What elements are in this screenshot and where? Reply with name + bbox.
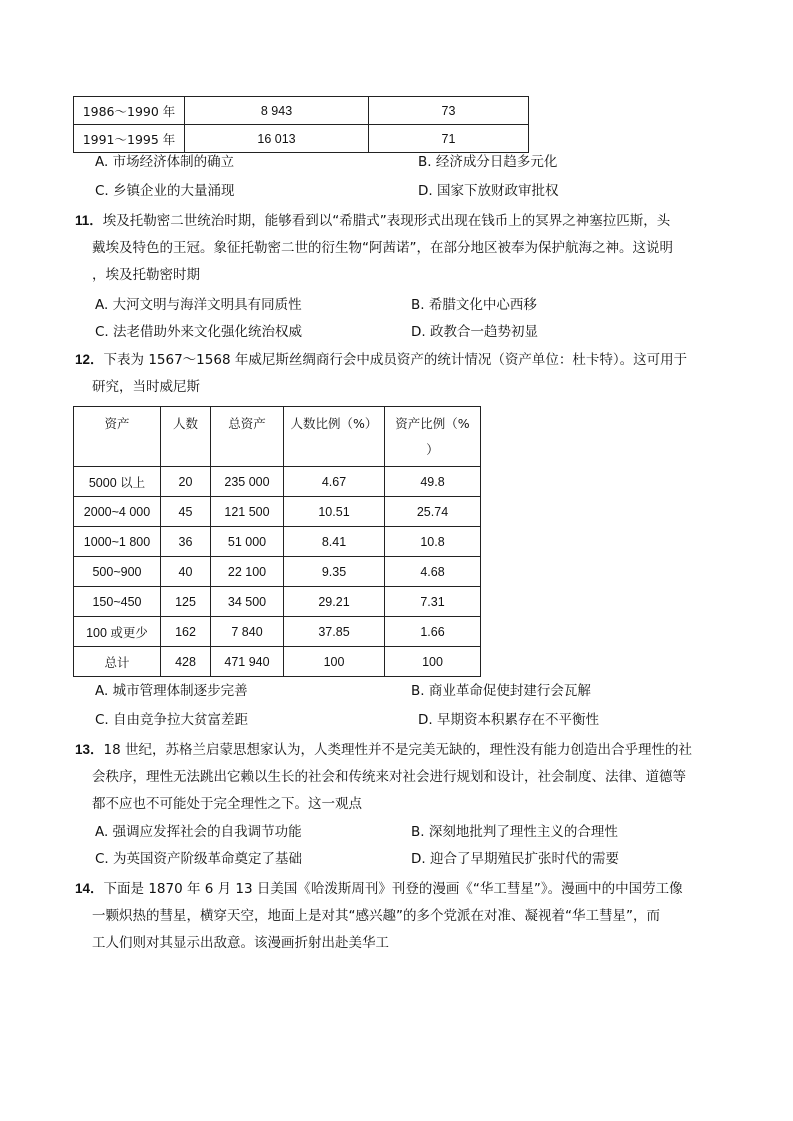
table-row	[74, 125, 529, 153]
table-row	[74, 97, 529, 125]
table-cell: 36	[161, 527, 211, 557]
table-row	[74, 647, 481, 677]
question-text: 一颗炽热的彗星，横穿天空，地面上是对其“感兴趣”的多个党派在对准、凝视着“华工彗星”，而	[92, 908, 660, 924]
table-row	[74, 587, 481, 617]
asset-statistics-table	[73, 406, 481, 677]
question-text: 研究，当时威尼斯	[92, 379, 200, 395]
option-c[interactable]: C. 自由竞争拉大贫富差距	[95, 712, 249, 728]
table-cell: 8 943	[185, 97, 369, 125]
question-12	[75, 350, 687, 370]
table-cell: 150~450	[74, 587, 161, 617]
table-cell: 100 或更少	[74, 617, 161, 647]
table-row	[74, 497, 481, 527]
table-cell: 20	[161, 467, 211, 497]
table-cell: 1986～1990 年	[74, 97, 185, 125]
option-d[interactable]: D. 政教合一趋势初显	[411, 324, 538, 340]
table-cell: 100	[284, 647, 385, 677]
question-text: 戴埃及特色的王冠。象征托勒密二世的衍生物“阿茜诺”，在部分地区被奉为保护航海之神。这说明	[92, 240, 673, 256]
table-row	[74, 467, 481, 497]
question-number: 13．	[75, 742, 104, 757]
table-row	[74, 557, 481, 587]
table-cell: 25.74	[385, 497, 481, 527]
table-cell: 71	[369, 125, 529, 153]
table-cell: 9.35	[284, 557, 385, 587]
option-c[interactable]: C. 法老借助外来文化强化统治权威	[95, 324, 303, 340]
column-header	[385, 407, 481, 467]
question-text: 埃及托勒密二世统治时期，能够看到以“希腊式”表现形式出现在钱币上的冥界之神塞拉匹斯，头	[102, 213, 671, 229]
table-cell: 29.21	[284, 587, 385, 617]
table-cell: 4.67	[284, 467, 385, 497]
table-cell: 45	[161, 497, 211, 527]
option-a[interactable]: A. 市场经济体制的确立	[95, 154, 235, 170]
option-a[interactable]: A. 大河文明与海洋文明具有同质性	[95, 297, 302, 313]
question-text: ，埃及托勒密时期	[92, 267, 200, 283]
table-cell: 51 000	[211, 527, 284, 557]
table-cell: 22 100	[211, 557, 284, 587]
column-header: 人数比例（%）	[284, 407, 385, 467]
question-text: 下面是 1870 年 6 月 13 日美国《哈泼斯周刊》刊登的漫画《“华工彗星”》。漫画中的中国劳工像	[103, 881, 683, 897]
question-text: 下表为 1567～1568 年威尼斯丝绸商行会中成员资产的统计情况（资产单位：杜卡特）。这可用于	[103, 352, 688, 368]
option-b[interactable]: B. 商业革命促使封建行会瓦解	[411, 683, 591, 699]
question-number: 11．	[75, 213, 103, 228]
table-cell: 37.85	[284, 617, 385, 647]
question-13	[75, 740, 692, 760]
question-text: 工人们则对其显示出敌意。该漫画折射出赴美华工	[92, 935, 389, 951]
table-cell: 121 500	[211, 497, 284, 527]
table-cell: 10.51	[284, 497, 385, 527]
option-a[interactable]: A. 城市管理体制逐步完善	[95, 683, 248, 699]
table-cell: 40	[161, 557, 211, 587]
option-d[interactable]: D. 迎合了早期殖民扩张时代的需要	[411, 851, 619, 867]
table-header-row	[74, 407, 481, 467]
question-11	[75, 211, 670, 231]
question-number: 12．	[75, 352, 104, 367]
table-cell: 162	[161, 617, 211, 647]
option-d[interactable]: D. 国家下放财政审批权	[418, 183, 559, 199]
table-cell: 2000~4 000	[74, 497, 161, 527]
table-row	[74, 617, 481, 647]
table-row	[74, 527, 481, 557]
table-cell: 16 013	[185, 125, 369, 153]
column-header: 人数	[161, 407, 211, 467]
question-text: 会秩序，理性无法跳出它赖以生长的社会和传统来对社会进行规划和设计，社会制度、法律、道德等	[92, 769, 686, 785]
table-cell: 73	[369, 97, 529, 125]
option-c[interactable]: C. 乡镇企业的大量涌现	[95, 183, 235, 199]
table-cell: 总计	[74, 647, 161, 677]
table-cell: 125	[161, 587, 211, 617]
table-cell: 235 000	[211, 467, 284, 497]
option-b[interactable]: B. 希腊文化中心西移	[411, 297, 537, 313]
table-cell: 500~900	[74, 557, 161, 587]
table-cell: 10.8	[385, 527, 481, 557]
option-c[interactable]: C. 为英国资产阶级革命奠定了基础	[95, 851, 303, 867]
column-header: 总资产	[211, 407, 284, 467]
statistics-table-top	[73, 96, 529, 153]
table-cell: 34 500	[211, 587, 284, 617]
option-a[interactable]: A. 强调应发挥社会的自我调节功能	[95, 824, 302, 840]
header-line: 资产比例（%	[395, 416, 470, 431]
question-text: 都不应也不可能处于完全理性之下。这一观点	[92, 796, 362, 812]
question-14	[75, 879, 683, 899]
table-cell: 1000~1 800	[74, 527, 161, 557]
question-number: 14．	[75, 881, 104, 896]
question-text: 18 世纪，苏格兰启蒙思想家认为，人类理性并不是完美无缺的，理性没有能力创造出合乎理性的社	[103, 742, 692, 758]
table-cell: 7.31	[385, 587, 481, 617]
option-b[interactable]: B. 深刻地批判了理性主义的合理性	[411, 824, 618, 840]
table-cell: 8.41	[284, 527, 385, 557]
table-cell: 7 840	[211, 617, 284, 647]
table-cell: 4.68	[385, 557, 481, 587]
header-line: ）	[426, 442, 439, 457]
table-cell: 100	[385, 647, 481, 677]
table-cell: 1991～1995 年	[74, 125, 185, 153]
table-cell: 1.66	[385, 617, 481, 647]
table-cell: 471 940	[211, 647, 284, 677]
table-cell: 428	[161, 647, 211, 677]
table-cell: 5000 以上	[74, 467, 161, 497]
table-cell: 49.8	[385, 467, 481, 497]
option-b[interactable]: B. 经济成分日趋多元化	[418, 154, 558, 170]
option-d[interactable]: D. 早期资本积累存在不平衡性	[418, 712, 599, 728]
column-header: 资产	[74, 407, 161, 467]
